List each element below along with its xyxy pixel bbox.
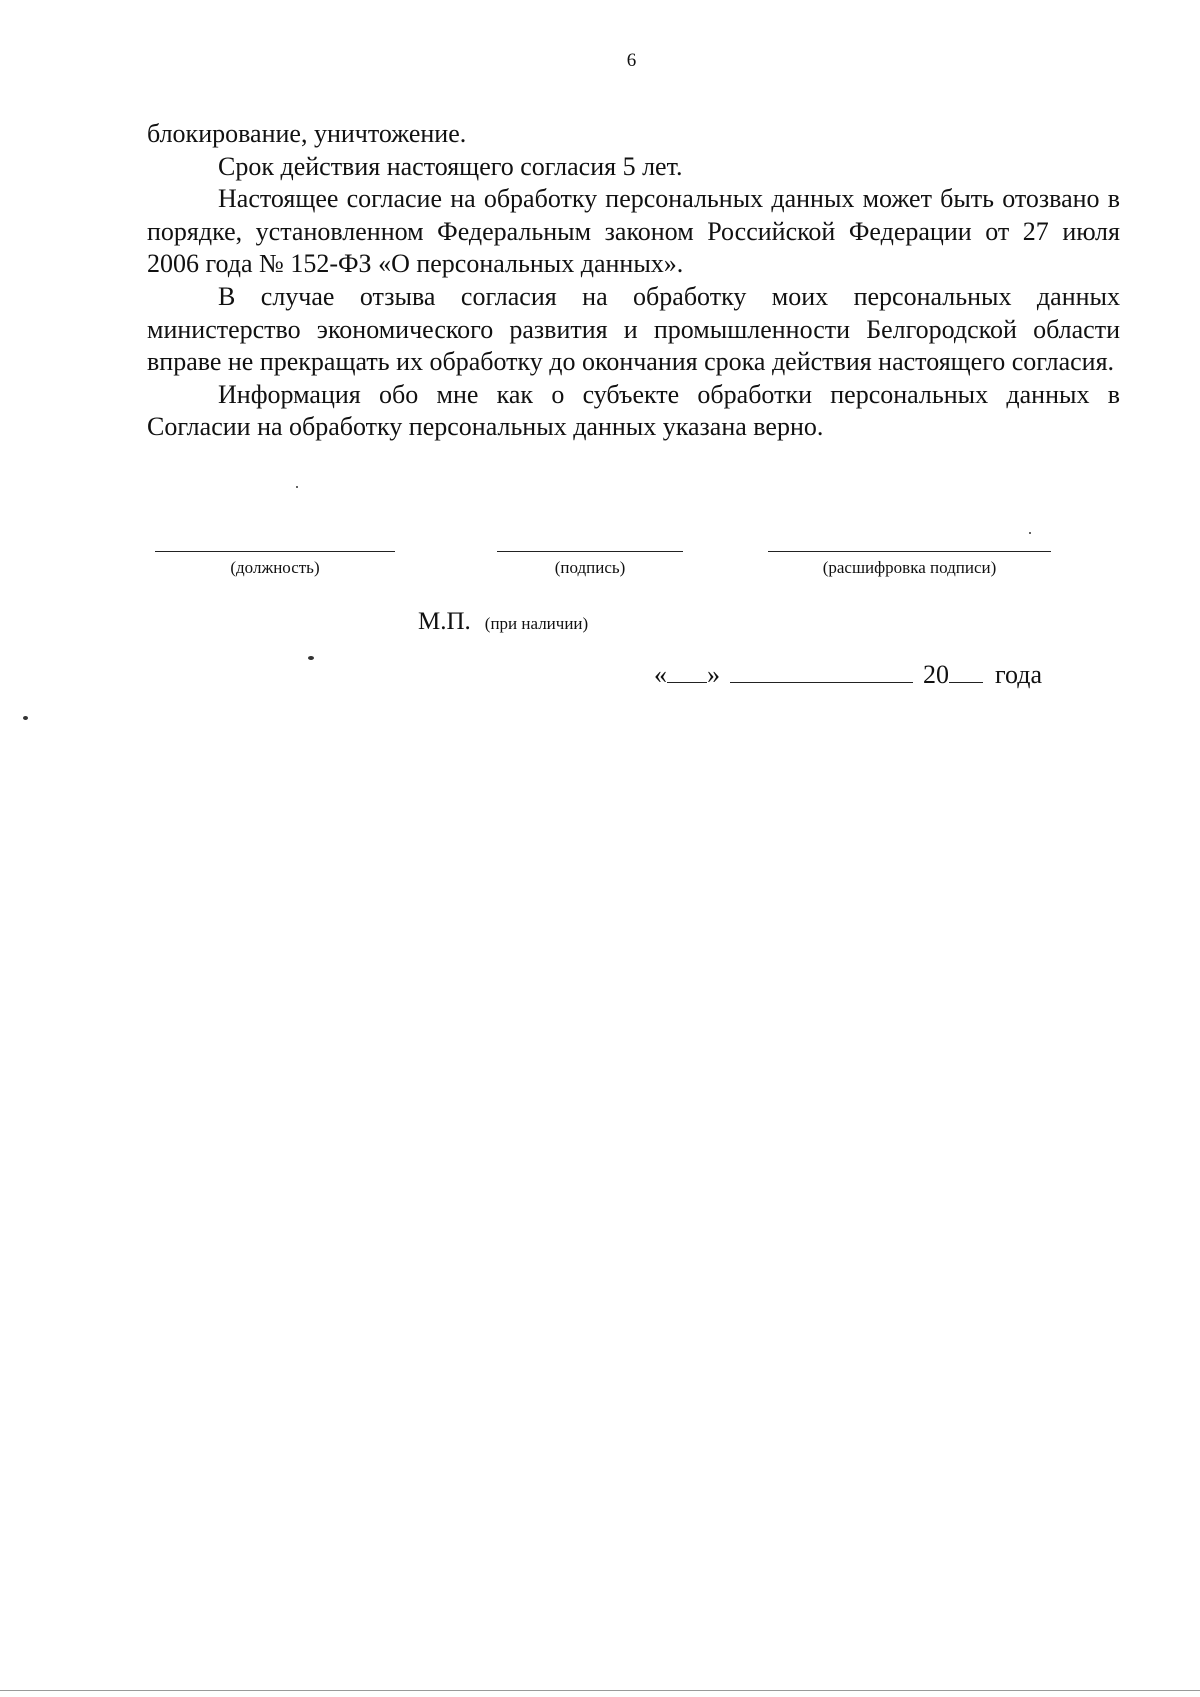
signature-field (497, 551, 683, 578)
paragraph-revocation: Настоящее согласие на обработку персональных данных может быть отозвано в порядке, установленном Федеральным законом Российской Федерации от 27 июля 2006 года № 152-ФЗ «О персональных данных». (147, 184, 1120, 279)
day-blank (667, 660, 707, 683)
decoding-caption: (расшифровка подписи) (822, 558, 997, 577)
stamp-place (418, 608, 588, 636)
stamp-label: М.П. (418, 608, 471, 635)
signature-line (497, 551, 683, 552)
scan-speck (1029, 532, 1031, 534)
year-blank (949, 660, 983, 683)
date-century: 20 (923, 660, 949, 689)
paragraph-1: блокирование, уничтожение. (147, 119, 467, 148)
date-close-quote: » (707, 660, 720, 689)
date-line (654, 660, 1042, 690)
consent-text (147, 118, 1120, 444)
date-open-quote: « (654, 660, 667, 689)
date-year-word: года (995, 660, 1043, 689)
paragraph-revocation-effect: В случае отзыва согласия на обработку моих персональных данных министерство экономического развития и промышленности Белгородской области вправе не прекращать их обработку до окончания срока действия настоящего согласия. (147, 281, 1120, 377)
signature-caption: (подпись) (554, 558, 626, 577)
scan-speck (308, 656, 314, 660)
decoding-field (768, 551, 1051, 578)
page-number: 6 (626, 50, 637, 71)
position-line (155, 551, 395, 552)
paragraph-validity: Срок действия настоящего согласия 5 лет. (218, 151, 683, 181)
position-caption: (должность) (230, 558, 320, 577)
page-bottom-edge (0, 1690, 1200, 1691)
stamp-note: (при наличии) (484, 614, 589, 633)
position-field (155, 551, 395, 578)
paragraph-info-correct: Информация обо мне как о субъекте обработки персональных данных в Согласии на обработку персональных данных указана верно. (147, 379, 1120, 442)
month-blank (730, 660, 913, 683)
scan-speck (296, 486, 298, 488)
scan-speck (23, 716, 28, 720)
decoding-line (768, 551, 1051, 552)
